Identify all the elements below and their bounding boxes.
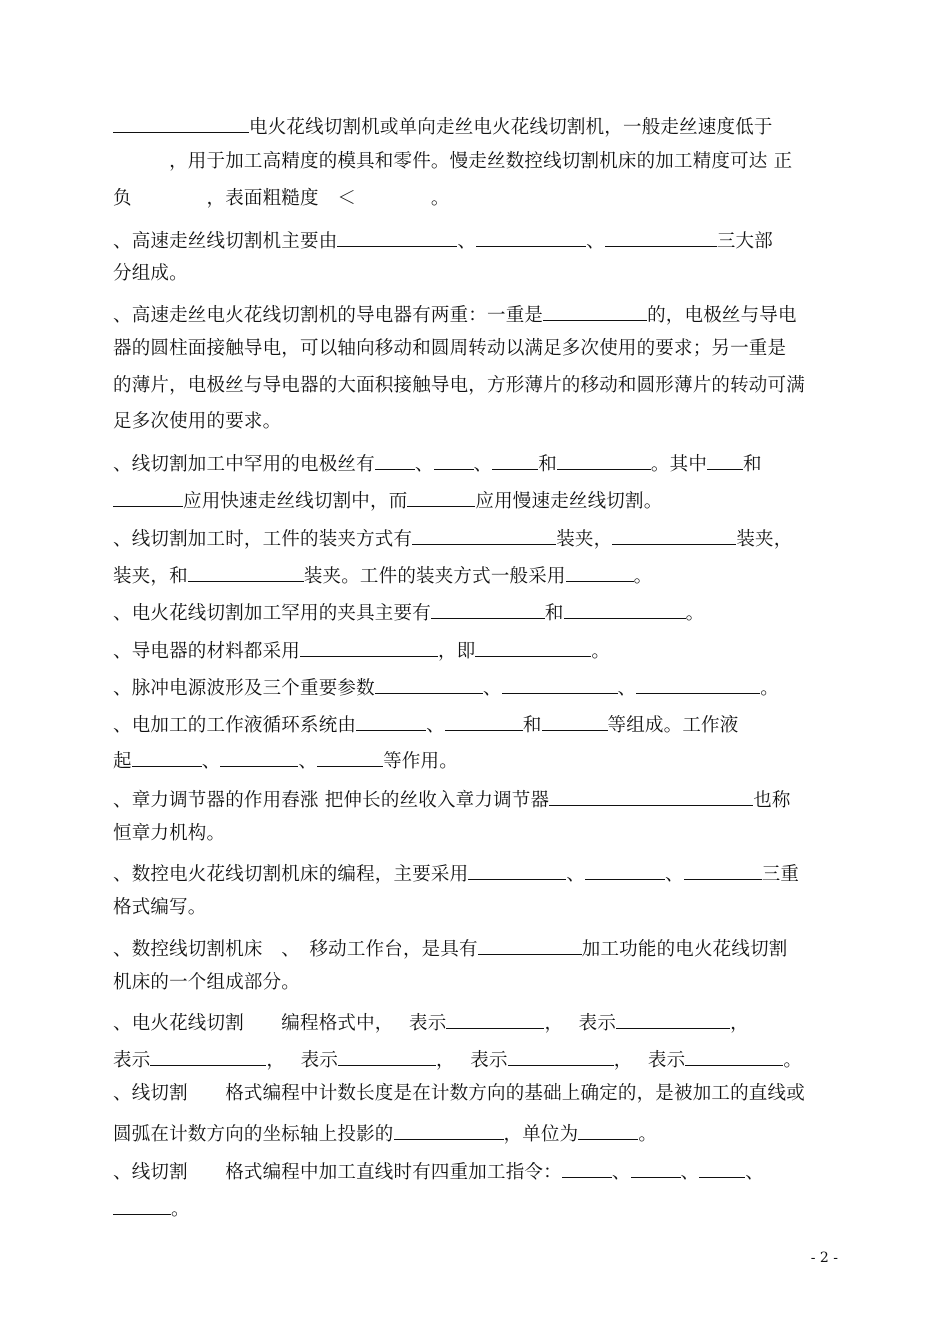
text-segment: 也称 [753, 790, 791, 811]
fill-in-blank[interactable] [394, 1119, 504, 1140]
text-segment: 、 [482, 678, 502, 699]
text-segment: 、高速走丝电火花线切割机的导电器有两重：一重是 [113, 305, 544, 326]
fill-in-blank[interactable] [475, 636, 591, 657]
fill-in-blank[interactable] [549, 785, 753, 806]
text-segment: 应用快速走丝线切割中，而 [183, 491, 408, 512]
fill-in-blank[interactable] [337, 226, 457, 247]
text-segment: 圆弧在计数方向的坐标轴上投影的 [113, 1124, 394, 1145]
text-segment: ，用于加工高精度的模具和零件。慢走丝数控线切割机床的加工精度可达 正 [113, 151, 793, 172]
text-segment: 。其中 [650, 454, 708, 475]
text-segment: 和 [743, 454, 762, 475]
text-line [113, 896, 207, 920]
fill-in-blank[interactable] [684, 859, 762, 880]
fill-in-blank[interactable] [338, 1045, 436, 1066]
text-segment: ， 表示 [544, 1013, 617, 1034]
text-segment: 、线切割加工时，工件的装夹方式有 [113, 529, 413, 550]
fill-in-blank[interactable] [564, 598, 686, 619]
text-segment: 加工功能的电火花线切割 [581, 939, 788, 960]
text-line [113, 785, 791, 813]
text-line [113, 746, 458, 774]
fill-in-blank[interactable] [557, 449, 651, 470]
text-segment: 。 [591, 641, 611, 662]
text-segment: 、 [665, 864, 684, 885]
text-line [113, 524, 792, 552]
fill-in-blank[interactable] [616, 1008, 730, 1029]
text-line [113, 710, 738, 738]
text-segment: 、高速走丝线切割机主要由 [113, 231, 338, 252]
text-line [113, 1082, 805, 1106]
text-segment: ，即 [438, 641, 476, 662]
text-segment: 、 [201, 751, 221, 772]
fill-in-blank[interactable] [543, 300, 647, 321]
text-segment: 装夹。工件的装夹方式一般采用 [303, 566, 566, 587]
text-segment: 应用慢速走丝线切割。 [475, 491, 663, 512]
fill-in-blank[interactable] [150, 1045, 266, 1066]
text-segment: 装夹， [556, 529, 613, 550]
text-segment: 、 [426, 715, 445, 736]
fill-in-blank[interactable] [412, 524, 556, 545]
text-segment: 格式编写。 [113, 897, 207, 918]
text-line [113, 636, 610, 664]
fill-in-blank[interactable] [446, 1008, 544, 1029]
text-line [113, 374, 805, 398]
text-segment: 起 [113, 751, 132, 772]
text-line [113, 822, 225, 846]
text-line [113, 150, 792, 174]
text-segment: ，单位为 [503, 1124, 579, 1145]
text-segment: 、 [298, 751, 318, 772]
text-segment: 负 ，表面粗糙度 ＜ 。 [113, 188, 450, 209]
fill-in-blank[interactable] [445, 710, 523, 731]
text-line [113, 337, 786, 361]
fill-in-blank[interactable] [375, 673, 483, 694]
text-segment: 、线切割 格式编程中计数长度是在计数方向的基础上确定的，是被加工的直线或 [113, 1083, 805, 1104]
fill-in-blank[interactable] [699, 1157, 745, 1178]
page-number: - 2 - [810, 1250, 838, 1266]
text-line [113, 673, 779, 701]
text-segment: 、导电器的材料都采用 [113, 641, 301, 662]
text-segment: 电火花线切割机或单向走丝电火花线切割机，一般走丝速度低于 [249, 117, 773, 138]
text-segment: 和 [538, 454, 557, 475]
fill-in-blank[interactable] [468, 859, 566, 880]
text-line [113, 410, 281, 434]
fill-in-blank[interactable] [562, 1157, 612, 1178]
text-segment: 足多次使用的要求。 [113, 411, 282, 432]
text-segment: 、 [473, 454, 493, 475]
fill-in-blank[interactable] [566, 561, 634, 582]
text-segment: 、数控电火花线切割机床的编程，主要采用 [113, 864, 469, 885]
fill-in-blank[interactable] [317, 746, 383, 767]
text-segment: 、 [680, 1162, 700, 1183]
text-line [113, 561, 652, 589]
text-segment: 、脉冲电源波形及三个重要参数 [113, 678, 375, 699]
fill-in-blank[interactable] [508, 1045, 614, 1066]
fill-in-blank[interactable] [707, 449, 743, 470]
fill-in-blank[interactable] [220, 746, 298, 767]
fill-in-blank[interactable] [132, 746, 202, 767]
fill-in-blank[interactable] [356, 710, 426, 731]
text-segment: 和 [522, 715, 542, 736]
text-line [113, 1194, 190, 1222]
text-segment: 、 [617, 678, 637, 699]
fill-in-blank[interactable] [375, 449, 415, 470]
text-segment: 的薄片，电极丝与导电器的大面积接触导电，方形薄片的移动和圆形薄片的转动可满 [113, 375, 805, 396]
fill-in-blank[interactable] [478, 934, 582, 955]
text-segment: 分组成。 [113, 263, 188, 284]
fill-in-blank[interactable] [407, 486, 475, 507]
text-line [113, 971, 300, 995]
text-segment: 三重 [761, 864, 800, 885]
fill-in-blank[interactable] [492, 449, 538, 470]
text-segment: 、 [611, 1162, 631, 1183]
text-line [113, 449, 762, 477]
text-segment: ， 表示 [266, 1050, 339, 1071]
text-line [113, 1119, 657, 1147]
fill-in-blank[interactable] [188, 561, 304, 582]
text-segment: 等组成。工作液 [607, 715, 739, 736]
fill-in-blank[interactable] [431, 598, 545, 619]
text-segment: ， 表示 [436, 1050, 508, 1071]
fill-in-blank[interactable] [578, 1119, 638, 1140]
text-line [113, 300, 797, 328]
text-segment: 、章力调节器的作用舂涨 把伸长的丝收入章力调节器 [113, 790, 550, 811]
text-segment: 器的圆柱面接触导电，可以轴向移动和圆周转动以满足多次使用的要求；另一重是 [113, 338, 787, 359]
fill-in-blank[interactable] [542, 710, 608, 731]
text-segment: 、 [586, 231, 605, 252]
text-segment: ， 表示 [613, 1050, 686, 1071]
text-segment: 、 [745, 1162, 764, 1183]
text-segment: 、 [414, 454, 434, 475]
text-line [113, 226, 773, 254]
text-segment: 恒章力机构。 [113, 823, 226, 844]
text-segment: 。 [633, 566, 653, 587]
text-line [113, 1157, 764, 1185]
fill-in-blank[interactable] [685, 1045, 783, 1066]
fill-in-blank[interactable] [113, 112, 249, 133]
text-line [113, 859, 799, 887]
text-segment: 。 [171, 1199, 190, 1220]
text-segment: 。 [685, 603, 705, 624]
text-segment: 、 [457, 231, 477, 252]
text-segment: 装夹，和 [113, 566, 188, 587]
text-segment: 、电火花线切割加工罕用的夹具主要有 [113, 603, 431, 624]
text-segment: 等作用。 [383, 751, 458, 772]
text-segment: 。 [760, 678, 779, 699]
fill-in-blank[interactable] [300, 636, 438, 657]
text-segment: 的，电极丝与导电 [647, 305, 797, 326]
text-segment: 、 [566, 864, 586, 885]
text-line [113, 112, 773, 140]
fill-in-blank[interactable] [476, 226, 586, 247]
fill-in-blank[interactable] [113, 486, 183, 507]
text-line [113, 1008, 749, 1036]
text-line [113, 262, 188, 286]
text-line [113, 598, 704, 626]
text-segment: 三大部 [716, 231, 773, 252]
fill-in-blank[interactable] [631, 1157, 681, 1178]
text-segment: 和 [544, 603, 564, 624]
text-segment: 、电加工的工作液循环系统由 [113, 715, 357, 736]
fill-in-blank[interactable] [113, 1194, 171, 1215]
text-segment: 。 [783, 1050, 803, 1071]
text-segment: 、电火花线切割 编程格式中， 表示 [113, 1013, 447, 1034]
text-segment: 表示 [113, 1050, 151, 1071]
text-line [113, 486, 662, 514]
text-line [113, 187, 450, 211]
text-segment: 机床的一个组成部分。 [113, 972, 301, 993]
text-segment: 。 [638, 1124, 658, 1145]
fill-in-blank[interactable] [636, 673, 760, 694]
fill-in-blank[interactable] [585, 859, 665, 880]
text-segment: 、线切割加工中罕用的电极丝有 [113, 454, 375, 475]
text-segment: 、数控线切割机床 、 移动工作台，是具有 [113, 939, 478, 960]
text-line [113, 1045, 802, 1073]
text-segment: 、线切割 格式编程中加工直线时有四重加工指令： [113, 1162, 562, 1183]
text-line [113, 934, 787, 962]
text-segment: ， [730, 1013, 749, 1034]
text-segment: 装夹， [736, 529, 793, 550]
fill-in-blank[interactable] [434, 449, 474, 470]
fill-in-blank[interactable] [605, 226, 717, 247]
fill-in-blank[interactable] [612, 524, 736, 545]
fill-in-blank[interactable] [502, 673, 618, 694]
